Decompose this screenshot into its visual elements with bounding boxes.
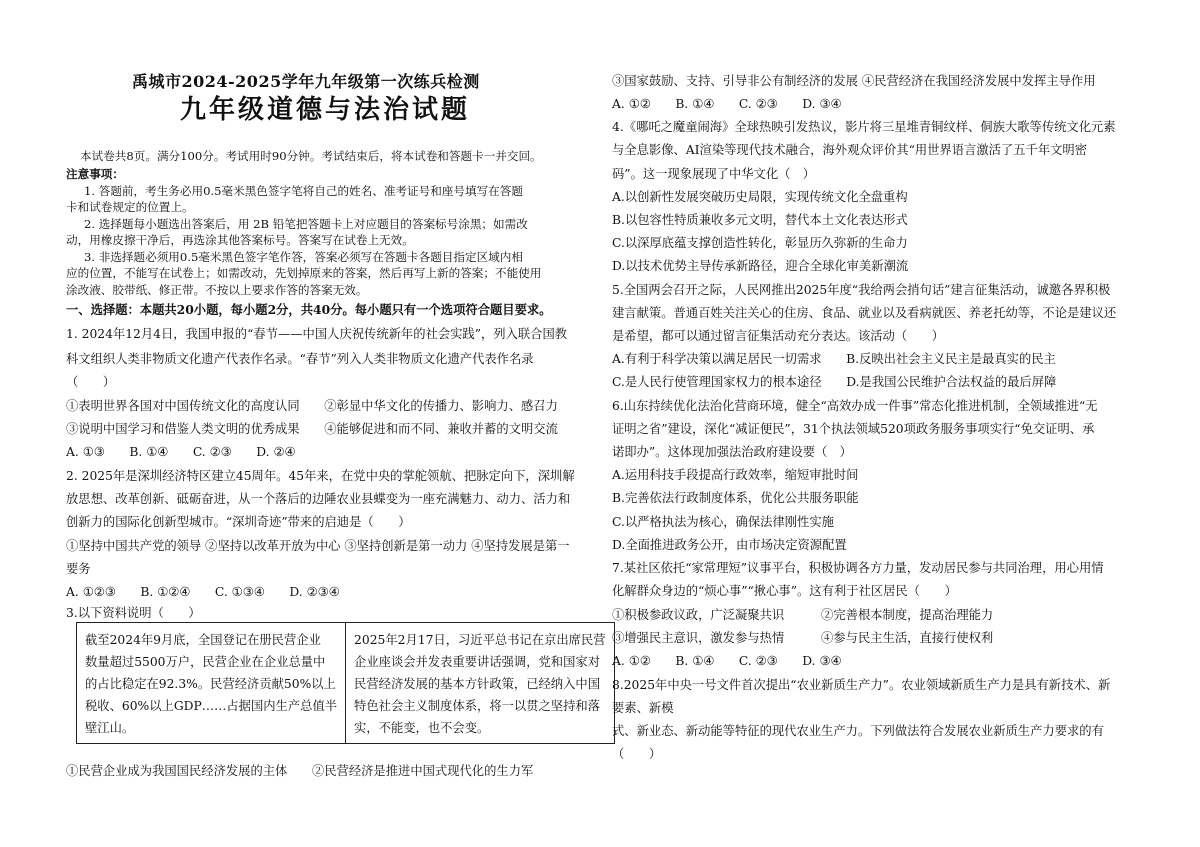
question-line: ③说明中国学习和借鉴人类文明的优秀成果 ④能够促进和而不同、兼收并蓄的文明交流 (66, 422, 558, 436)
question-line: A. ①② B. ①④ C. ②③ D. ③④ (612, 97, 842, 111)
question-line: 6.山东持续优化法治化营商环境，健全“高效办成一件事”常态化推进机制，全领域推进“无 (612, 399, 1098, 413)
notice-line: 应的位置，不能写在试卷上；如需改动，先划掉原来的答案，然后再写上新的答案；不能使用 (66, 266, 542, 280)
question-line: 证明之省”建设，深化“减证便民”，31个执法领域520项政务服务事项实行“免交证明、承 (612, 422, 1095, 436)
section-heading: 一、选择题：本题共20小题，每小题2分，共40分。每小题只有一个选项符合题目要求。 (66, 302, 552, 317)
question-line: 1. 2024年12月4日，我国申报的“春节——中国人庆祝传统新年的社会实践”，列入联合国教 (66, 327, 568, 341)
question-line: 码”。这一现象展现了中华文化（ ） (612, 167, 816, 181)
question-line: ③国家鼓励、支持、引导非公有制经济的发展 ④民营经济在我国经济发展中发挥主导作用 (612, 74, 1096, 88)
notice-heading: 注意事项： (66, 167, 124, 181)
question-line: B.以包容性特质兼收多元文明，替代本土文化表达形式 (612, 213, 908, 227)
question-line: C.以深厚底蕴支撑创造性转化，彰显历久弥新的生命力 (612, 236, 908, 250)
intro-text: 本试卷共8页。满分100分。考试用时90分钟。考试结束后，将本试卷和答题卡一并交回。 (80, 149, 542, 163)
question-line: ①坚持中国共产党的领导 ②坚持以改革开放为中心 ③坚持创新是第一动力 ④坚持发展是第一 (66, 539, 570, 553)
question-line: 7.某社区依托“家常理短”议事平台，积极协调各方力量，发动居民参与共同治理，用心用情 (612, 561, 1104, 575)
material-line: 税收、60%以上GDP……占据国内生产总值半 (85, 699, 338, 713)
question-line: A. ①② B. ①④ C. ②③ D. ③④ (612, 654, 842, 668)
question-line: ①积极参政议政，广泛凝聚共识 ②完善根本制度，提高治理能力 (612, 608, 994, 622)
question-line: 放思想、改革创新、砥砺奋进，从一个落后的边陲农业县蝶变为一座充满魅力、动力、活力和 (66, 492, 571, 506)
material-line: 民营经济发展的基本方针政策，已经纳入中国 (354, 677, 600, 691)
question-line: C.是人民行使管理国家权力的根本途径 D.是我国公民维护合法权益的最后屏障 (612, 375, 1057, 389)
question-line: 要素、新模 (612, 701, 674, 715)
question-line: 式、新业态、新动能等特征的现代农业生产力。下列做法符合发展农业新质生产力要求的有 (612, 724, 1104, 738)
question-line: 创新力的国际化创新型城市。“深圳奇迹”带来的启迪是（ ） (66, 515, 411, 529)
material-cell-right (346, 623, 615, 744)
question-line: 建言献策。普通百姓关注关心的住房、食品、就业以及看病就医、养老托幼等，不论是建议还 (612, 306, 1117, 320)
question-line: 5.全国两会召开之际，人民网推出2025年度“我给两会捎句话”建言征集活动，诚邀各界积极 (612, 283, 1111, 297)
question-line: 科文组织人类非物质文化遗产代表作名录。“春节”列入人类非物质文化遗产代表作名录 (66, 352, 534, 366)
material-cell-left (77, 623, 346, 744)
question-line: A.运用科技手段提高行政效率，缩短审批时间 (612, 468, 859, 482)
question-line: A. ①②③ B. ①②④ C. ①③④ D. ②③④ (66, 585, 340, 599)
exam-title: 禹城市2024-2025学年九年级第一次练兵检测 (132, 72, 480, 91)
question-line: C.以严格执法为核心，确保法律刚性实施 (612, 515, 834, 529)
material-line: 壁江山。 (85, 721, 135, 735)
question-line: D.以技术优势主导传承新路径，迎合全球化审美新潮流 (612, 259, 909, 273)
question-line: 3.以下资料说明（ ） (66, 606, 201, 620)
notice-line: 1. 答题前，考生务必用0.5毫米黑色签字笔将自己的姓名、准考证号和座号填写在答题 (84, 184, 523, 198)
notice-line: 动，用橡皮擦干净后，再选涂其他答案标号。答案写在试卷上无效。 (66, 233, 414, 247)
question-line: ①表明世界各国对中国传统文化的高度认同 ②彰显中华文化的传播力、影响力、感召力 (66, 399, 558, 413)
question-line: 化解群众身边的“烦心事”“揪心事”。这有利于社区居民（ ） (612, 584, 957, 598)
question-line: 要务 (66, 562, 91, 576)
question-line: ③增强民主意识，激发参与热情 ④参与民主生活，直接行使权利 (612, 631, 994, 645)
notice-line: 卡和试卷规定的位置上。 (66, 200, 194, 214)
material-line: 2025年2月17日，习近平总书记在京出席民营 (354, 633, 606, 647)
material-line: 的占比稳定在92.3%。民营经济贡献50%以上 (85, 677, 336, 691)
material-line: 截至2024年9月底，全国登记在册民营企业 (85, 633, 321, 647)
material-line: 数量超过5500万户，民营企业在企业总量中 (85, 655, 326, 669)
question-line: ①民营企业成为我国国民经济发展的主体 ②民营经济是推进中国式现代化的生力军 (66, 764, 534, 778)
material-table (76, 622, 615, 744)
question-line: A.以创新性发展突破历史局限，实现传统文化全盘重构 (612, 190, 908, 204)
question-line: 是希望，都可以通过留言征集活动充分表达。该活动（ ） (612, 329, 945, 343)
notice-line: 3. 非选择题必须用0.5毫米黑色签字笔作答，答案必须写在答题卡各题目指定区域内相 (84, 250, 523, 264)
question-line: A.有利于科学决策以满足居民一切需求 B.反映出社会主义民主是最真实的民主 (612, 352, 1056, 366)
material-line: 实，不能变，也不会变。 (354, 721, 490, 735)
question-line: B.完善依法行政制度体系，优化公共服务职能 (612, 491, 859, 505)
question-line: 4.《哪吒之魔童闹海》全球热映引发热议，影片将三星堆青铜纹样、侗族大歌等传统文化元素 (612, 120, 1116, 134)
question-line: 与全息影像、AI渲染等现代技术融合，海外观众评价其“用世界语言激活了五千年文明密 (612, 143, 1088, 157)
notice-line: 2. 选择题每小题选出答案后，用 2B 铅笔把答题卡上对应题目的答案标号涂黑；如需改 (84, 217, 528, 231)
question-line: 诺即办”。这体现加强法治政府建设要（ ） (612, 445, 852, 459)
subject-title: 九年级道德与法治试题 (180, 95, 471, 125)
question-line: 8.2025年中央一号文件首次提出“农业新质生产力”。农业领域新质生产力是具有新技术、新 (612, 678, 1111, 692)
question-line: （ ） (66, 375, 116, 389)
question-line: A. ①③ B. ①④ C. ②③ D. ②④ (66, 445, 296, 459)
notice-line: 涂改液、胶带纸、修正带。不按以上要求作答的答案无效。 (66, 283, 368, 297)
question-line: D.全面推进政务公开，由市场决定资源配置 (612, 538, 847, 552)
question-line: 2. 2025年是深圳经济特区建立45周年。45年来，在党中央的掌舵领航、把脉定向下，深圳解 (66, 469, 575, 483)
material-line: 特色社会主义制度体系，将一以贯之坚持和落 (354, 699, 600, 713)
material-line: 企业座谈会并发表重要讲话强调，党和国家对 (354, 655, 600, 669)
question-line: （ ） (612, 747, 662, 761)
